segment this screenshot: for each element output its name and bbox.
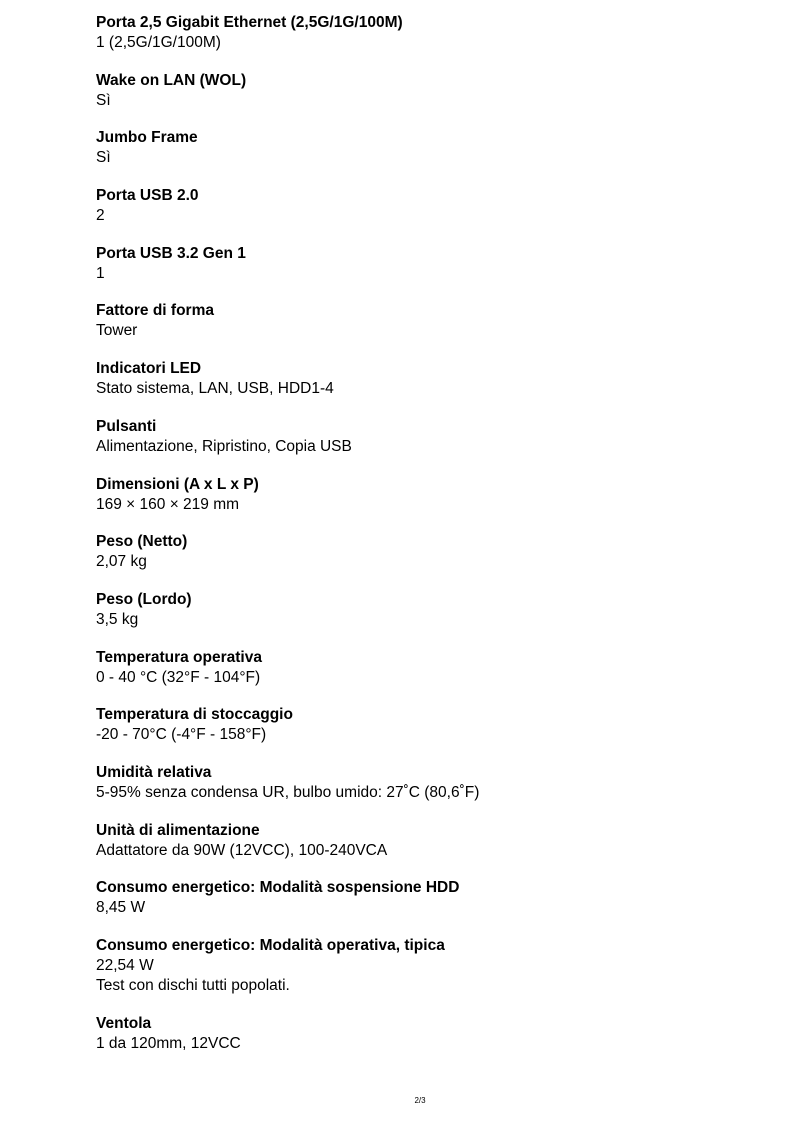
spec-value: Stato sistema, LAN, USB, HDD1-4 <box>96 380 334 398</box>
spec-entry <box>96 763 736 821</box>
spec-label: Temperatura di stoccaggio <box>96 706 293 724</box>
spec-label: Porta USB 2.0 <box>96 187 199 205</box>
spec-entry <box>96 475 736 533</box>
spec-value: 5-95% senza condensa UR, bulbo umido: 27˚C (80,6˚F) <box>96 783 480 801</box>
spec-entry <box>96 878 736 936</box>
spec-label: Umidità relativa <box>96 763 212 781</box>
spec-label: Consumo energetico: Modalità operativa, tipica <box>96 937 445 954</box>
spec-value: 0 - 40 °C (32°F - 104°F) <box>96 668 261 686</box>
spec-entry <box>96 417 736 475</box>
spec-label: Fattore di forma <box>96 302 214 320</box>
spec-value: Tower <box>96 322 138 340</box>
spec-entry <box>96 128 736 186</box>
spec-entry <box>96 186 736 244</box>
spec-label: Consumo energetico: Modalità sospensione HDD <box>96 879 460 897</box>
spec-entry <box>96 301 736 359</box>
spec-label: Porta USB 3.2 Gen 1 <box>96 244 246 262</box>
spec-value: Sì <box>96 149 111 167</box>
spec-label: Porta 2,5 Gigabit Ethernet (2,5G/1G/100M) <box>96 14 403 31</box>
spec-value: -20 - 70°C (-4°F - 158°F) <box>96 726 267 744</box>
spec-label: Peso (Netto) <box>96 533 188 551</box>
spec-value: Adattatore da 90W (12VCC), 100-240VCA <box>96 841 388 859</box>
spec-entry <box>96 648 736 706</box>
spec-entry <box>96 359 736 417</box>
spec-entry <box>96 590 736 648</box>
spec-label: Jumbo Frame <box>96 129 198 147</box>
spec-label: Indicatori LED <box>96 360 202 378</box>
spec-value: 1 (2,5G/1G/100M) <box>96 34 221 51</box>
spec-value: 1 da 120mm, 12VCC <box>96 1034 241 1052</box>
spec-label: Wake on LAN (WOL) <box>96 71 247 89</box>
spec-label: Temperatura operativa <box>96 648 262 666</box>
spec-value-note: Test con dischi tutti popolati. <box>96 977 290 994</box>
spec-value: 169 × 160 × 219 mm <box>96 495 240 513</box>
spec-entry <box>96 1014 736 1072</box>
spec-entry <box>96 13 736 71</box>
spec-value: 3,5 kg <box>96 610 139 628</box>
spec-label: Unità di alimentazione <box>96 821 260 839</box>
spec-label: Pulsanti <box>96 417 157 435</box>
spec-value: 22,54 W <box>96 957 154 974</box>
spec-entry <box>96 705 736 763</box>
spec-entry <box>96 244 736 302</box>
spec-entry <box>96 936 736 1014</box>
spec-value: 8,45 W <box>96 899 146 917</box>
spec-entry <box>96 71 736 129</box>
spec-label: Peso (Lordo) <box>96 590 192 608</box>
spec-list <box>96 13 736 1071</box>
page-number: 2/3 <box>414 1096 426 1105</box>
spec-value: 1 <box>96 264 105 282</box>
spec-value: Sì <box>96 91 111 109</box>
spec-value: 2 <box>96 207 105 225</box>
spec-value: 2,07 kg <box>96 553 147 571</box>
spec-entry <box>96 532 736 590</box>
spec-label: Dimensioni (A x L x P) <box>96 475 259 493</box>
spec-entry <box>96 821 736 879</box>
spec-label: Ventola <box>96 1014 152 1032</box>
spec-value: Alimentazione, Ripristino, Copia USB <box>96 437 352 455</box>
